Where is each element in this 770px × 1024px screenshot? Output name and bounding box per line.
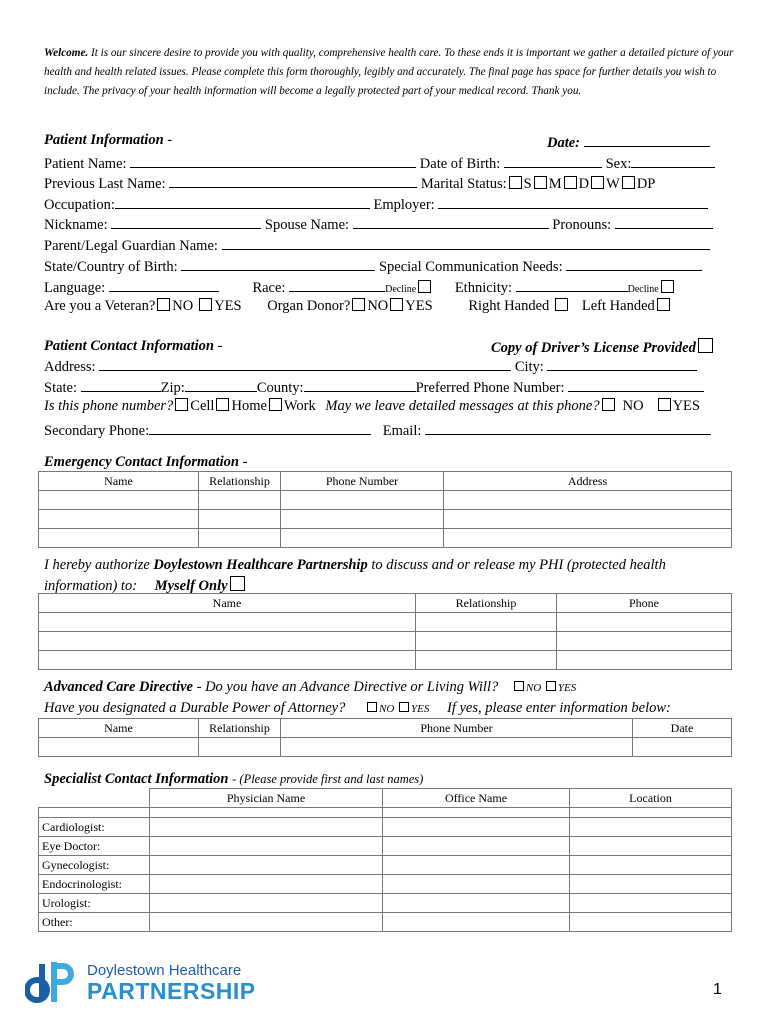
section-title: Patient Contact Information [44,338,214,354]
specialist-note: - (Please provide first and last names) [232,772,424,786]
contact-info-header [44,338,222,355]
poa-no-checkbox[interactable] [367,702,377,712]
nickname-field[interactable] [111,214,261,229]
work-checkbox[interactable] [269,398,282,411]
row-label: Gynecologist: [39,856,150,875]
dash: - [217,338,223,354]
leave-msg-yes-label: YES [672,398,700,414]
dash: - [167,132,173,148]
specialist-table [38,788,732,932]
home-checkbox[interactable] [216,398,229,411]
right-handed-label: Right Handed [468,298,550,314]
logo-text-bottom: PARTNERSHIP [87,978,256,1004]
marital-dp-checkbox[interactable] [622,176,635,189]
row-secondary [44,420,711,440]
pronouns-field[interactable] [615,214,713,229]
organ-yes-label: YES [405,298,433,314]
poa-yes-label: YES [411,703,430,715]
marital-dp-label: DP [636,176,656,192]
row-address [44,356,697,376]
column-header: Physician Name [150,789,383,808]
ethnicity-decline-label: Decline [627,284,659,295]
column-header: Relationship [416,594,557,613]
marital-m-label: M [548,176,562,192]
marital-w-label: W [606,176,620,192]
race-field[interactable] [289,277,385,292]
authorize-table [38,593,732,670]
dhp-logo-icon [25,960,85,1004]
directive-no-label: NO [525,682,542,694]
marital-m-checkbox[interactable] [534,176,547,189]
column-header: Relationship [199,472,281,491]
email-field[interactable] [425,420,711,435]
dob-label: Date of Birth: [419,156,501,172]
column-header: Date [633,719,732,738]
address-field[interactable] [99,356,511,371]
row-name [44,153,715,173]
row-phone-type [44,398,700,415]
left-handed-label: Left Handed [581,298,655,314]
row-label: Endocrinologist: [39,875,150,894]
row-label: Urologist: [39,894,150,913]
guardian-label: Parent/Legal Guardian Name: [44,238,218,254]
state-field[interactable] [81,377,161,392]
organ-yes-checkbox[interactable] [390,298,403,311]
poa-no-label: NO [378,703,395,715]
occupation-field[interactable] [115,194,370,209]
row-prev-last [44,173,655,193]
emergency-contact-table [38,471,732,548]
table-row[interactable] [39,632,732,651]
poa-question: Have you designated a Durable Power of Attorney? [44,700,346,716]
pronouns-label: Pronouns: [552,217,612,233]
race-decline-checkbox[interactable] [418,280,431,293]
row-nickname [44,214,713,234]
address-label: Address: [44,359,96,375]
dash: - [242,454,248,470]
marital-d-checkbox[interactable] [564,176,577,189]
sex-label: Sex: [605,156,632,172]
table-row[interactable] [39,651,732,670]
ethnicity-decline-checkbox[interactable] [661,280,674,293]
row-label: Cardiologist: [39,818,150,837]
column-header: Phone Number [281,472,444,491]
email-label: Email: [382,423,422,439]
occupation-label: Occupation: [44,197,115,213]
partnership-logo [25,958,256,1008]
emergency-header [44,454,247,471]
poa-yes-checkbox[interactable] [399,702,409,712]
state-label: State: [44,380,78,396]
row-language [44,277,676,297]
ethnicity-field[interactable] [516,277,628,292]
column-header: Address [444,472,732,491]
cell-label: Cell [190,398,215,414]
patient-name-field[interactable] [130,153,416,168]
authorize-post: to discuss and or release my PHI (protected health [371,557,666,573]
directive-table [38,718,732,757]
column-header: Name [39,719,199,738]
column-header: Phone Number [281,719,633,738]
row-label: Eye Doctor: [39,837,150,856]
row-birthplace [44,256,702,276]
section-title: Specialist Contact Information [44,771,229,787]
home-label: Home [231,398,267,414]
spouse-field[interactable] [353,214,549,229]
intro-paragraph [44,44,734,101]
table-row[interactable] [39,491,732,510]
organ-no-checkbox[interactable] [352,298,365,311]
specialist-header [44,771,423,788]
pref-phone-field[interactable] [568,377,704,392]
veteran-no-checkbox[interactable] [157,298,170,311]
column-header: Name [39,472,199,491]
language-label: Language: [44,280,106,296]
intro-text: It is our sincere desire to provide you with quality, comprehensive health care. To these ends it is important we gather a detailed picture of your health and health related issues. Please complete this form thoroughly, legibly and accurately. The final page has space for further details you wish to include. The privacy of your health information will become a legally protected part of your medical record. Thank you. [44,47,734,97]
authorize-to: information) to: [44,578,138,594]
work-label: Work [283,398,316,414]
leave-msg-yes-checkbox[interactable] [658,398,671,411]
logo-text-top: Doylestown Healthcare [87,962,242,979]
language-field[interactable] [109,277,219,292]
county-label: County: [256,380,304,396]
section-title: Patient Information [44,132,164,148]
date-label: Date: [547,135,581,151]
employer-label: Employer: [373,197,435,213]
section-title: Advanced Care Directive [44,679,193,695]
table-row[interactable] [39,510,732,529]
directive-line1 [44,679,576,696]
special-needs-label: Special Communication Needs: [378,259,563,275]
patient-name-label: Patient Name: [44,156,127,172]
column-header: Phone [557,594,732,613]
guardian-field[interactable] [222,235,710,250]
directive-line2 [44,700,671,717]
left-handed-checkbox[interactable] [657,298,670,311]
patient-info-header [44,132,172,149]
authorize-org: Doylestown Healthcare Partnership [153,557,368,573]
race-decline-label: Decline [385,284,417,295]
directive-yes-checkbox[interactable] [546,681,556,691]
table-row[interactable] [39,529,732,548]
license-field [491,338,715,357]
date-field[interactable] [547,132,710,152]
right-handed-checkbox[interactable] [555,298,568,311]
column-header: Name [39,594,416,613]
prev-last-label: Previous Last Name: [44,176,166,192]
marital-label: Marital Status: [420,176,507,192]
secondary-phone-label: Secondary Phone: [44,423,150,439]
table-row[interactable] [39,913,732,932]
zip-field[interactable] [185,377,257,392]
dob-field[interactable] [504,153,602,168]
directive-question: - Do you have an Advance Directive or Living Will? [196,679,499,695]
employer-field[interactable] [438,194,708,209]
county-field[interactable] [304,377,416,392]
column-header: Office Name [383,789,570,808]
table-row[interactable] [39,837,732,856]
nickname-label: Nickname: [44,217,108,233]
table-row[interactable] [39,875,732,894]
directive-no-checkbox[interactable] [514,681,524,691]
veteran-yes-checkbox[interactable] [199,298,212,311]
secondary-phone-field[interactable] [149,420,371,435]
section-title: Emergency Contact Information [44,454,239,470]
myself-only-checkbox[interactable] [230,576,245,591]
leave-msg-no-checkbox[interactable] [602,398,615,411]
authorize-line1 [44,557,666,574]
organ-donor-label: Organ Donor? [267,298,351,314]
table-row[interactable] [39,818,732,837]
city-label: City: [514,359,544,375]
table-header-row [39,719,732,738]
poa-instruction: If yes, please enter information below: [446,700,671,716]
marital-w-checkbox[interactable] [591,176,604,189]
table-row[interactable] [39,856,732,875]
marital-s-label: S [523,176,532,192]
authorize-pre: I hereby authorize [44,557,150,573]
table-row[interactable] [39,738,732,757]
pref-phone-label: Preferred Phone Number: [415,380,565,396]
license-label: Copy of Driver’s License Provided [491,340,696,356]
table-header-row [39,594,732,613]
organ-no-label: NO [367,298,389,314]
row-occupation [44,194,708,214]
zip-label: Zip: [160,380,185,396]
license-checkbox[interactable] [698,338,713,353]
blank-header [39,789,150,808]
table-row[interactable] [39,613,732,632]
table-header-row [39,789,732,808]
cell-checkbox[interactable] [175,398,188,411]
city-field[interactable] [547,356,697,371]
spouse-label: Spouse Name: [264,217,350,233]
directive-yes-label: YES [557,682,577,694]
page-number: 1 [713,981,722,998]
column-header: Relationship [199,719,281,738]
myself-only-label: Myself Only [154,578,228,594]
row-label: Other: [39,913,150,932]
race-label: Race: [252,280,286,296]
sex-field[interactable] [631,153,715,168]
table-header-row [39,472,732,491]
veteran-yes-label: YES [214,298,242,314]
date-input-line[interactable] [584,132,710,147]
phone-type-question: Is this phone number? [44,398,174,414]
birthplace-field[interactable] [181,256,375,271]
marital-d-label: D [578,176,590,192]
welcome-label: Welcome. [44,47,89,59]
leave-msg-no-label: NO [622,398,644,414]
table-row [39,808,732,818]
row-guardian [44,235,710,255]
prev-last-field[interactable] [169,173,417,188]
veteran-no-label: NO [172,298,194,314]
leave-msg-question: May we leave detailed messages at this phone? [325,398,600,414]
special-needs-field[interactable] [566,256,702,271]
column-header: Location [570,789,732,808]
birthplace-label: State/Country of Birth: [44,259,178,275]
row-state [44,377,704,397]
ethnicity-label: Ethnicity: [454,280,512,296]
table-row[interactable] [39,894,732,913]
marital-s-checkbox[interactable] [509,176,522,189]
row-veteran [44,298,672,315]
veteran-label: Are you a Veteran? [44,298,156,314]
